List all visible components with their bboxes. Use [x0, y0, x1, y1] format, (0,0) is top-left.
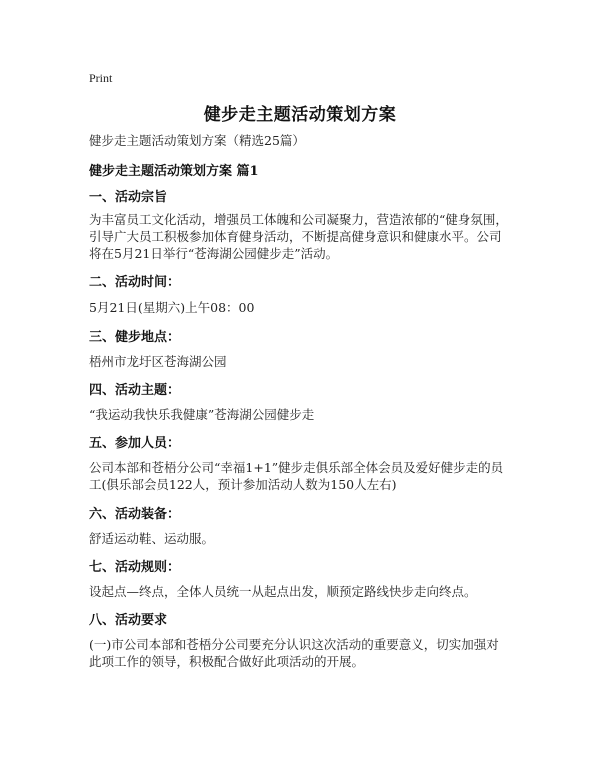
paragraph-purpose: 为丰富员工文化活动，增强员工体魄和公司凝聚力，营造浓郁的“健身氛围，引导广大员工积极参加体育健身活动，不断提高健身意识和健康水平。公司将在5月21日举行“苍海湖公园健步走”活动。	[89, 212, 508, 261]
paragraph-location: 梧州市龙圩区苍海湖公园	[89, 354, 227, 369]
paragraph-rules: 设起点—终点，全体人员统一从起点出发，顺预定路线快步走向终点。	[89, 584, 477, 599]
section-title: 健步走主题活动策划方案 篇1	[89, 164, 259, 179]
heading-theme: 四、活动主题：	[89, 383, 181, 398]
print-label[interactable]: Print	[89, 71, 113, 85]
heading-time: 二、活动时间：	[89, 275, 181, 290]
heading-equipment: 六、活动装备：	[89, 507, 181, 522]
heading-location: 三、健步地点：	[89, 330, 181, 345]
heading-rules: 七、活动规则：	[89, 560, 181, 575]
paragraph-equipment: 舒适运动鞋、运动服。	[89, 531, 215, 546]
heading-purpose: 一、活动宗旨	[89, 190, 168, 205]
document-subtitle: 健步走主题活动策划方案（精选25篇）	[89, 133, 305, 148]
paragraph-theme: “我运动我快乐我健康”苍海湖公园健步走	[89, 407, 315, 422]
document-title: 健步走主题活动策划方案	[203, 105, 397, 125]
heading-participants: 五、参加人员：	[89, 436, 181, 451]
paragraph-participants: 公司本部和苍梧分公司“幸福1+1”健步走俱乐部全体会员及爱好健步走的员工(俱乐部会员122人，预计参加活动人数为150人左右)	[89, 460, 504, 492]
paragraph-time: 5月21日(星期六)上午08：00	[89, 300, 255, 315]
heading-requirements: 八、活动要求	[89, 613, 168, 628]
paragraph-requirements: (一)市公司本部和苍梧分公司要充分认识这次活动的重要意义，切实加强对此项工作的领导，积极配合做好此项活动的开展。	[89, 637, 499, 669]
